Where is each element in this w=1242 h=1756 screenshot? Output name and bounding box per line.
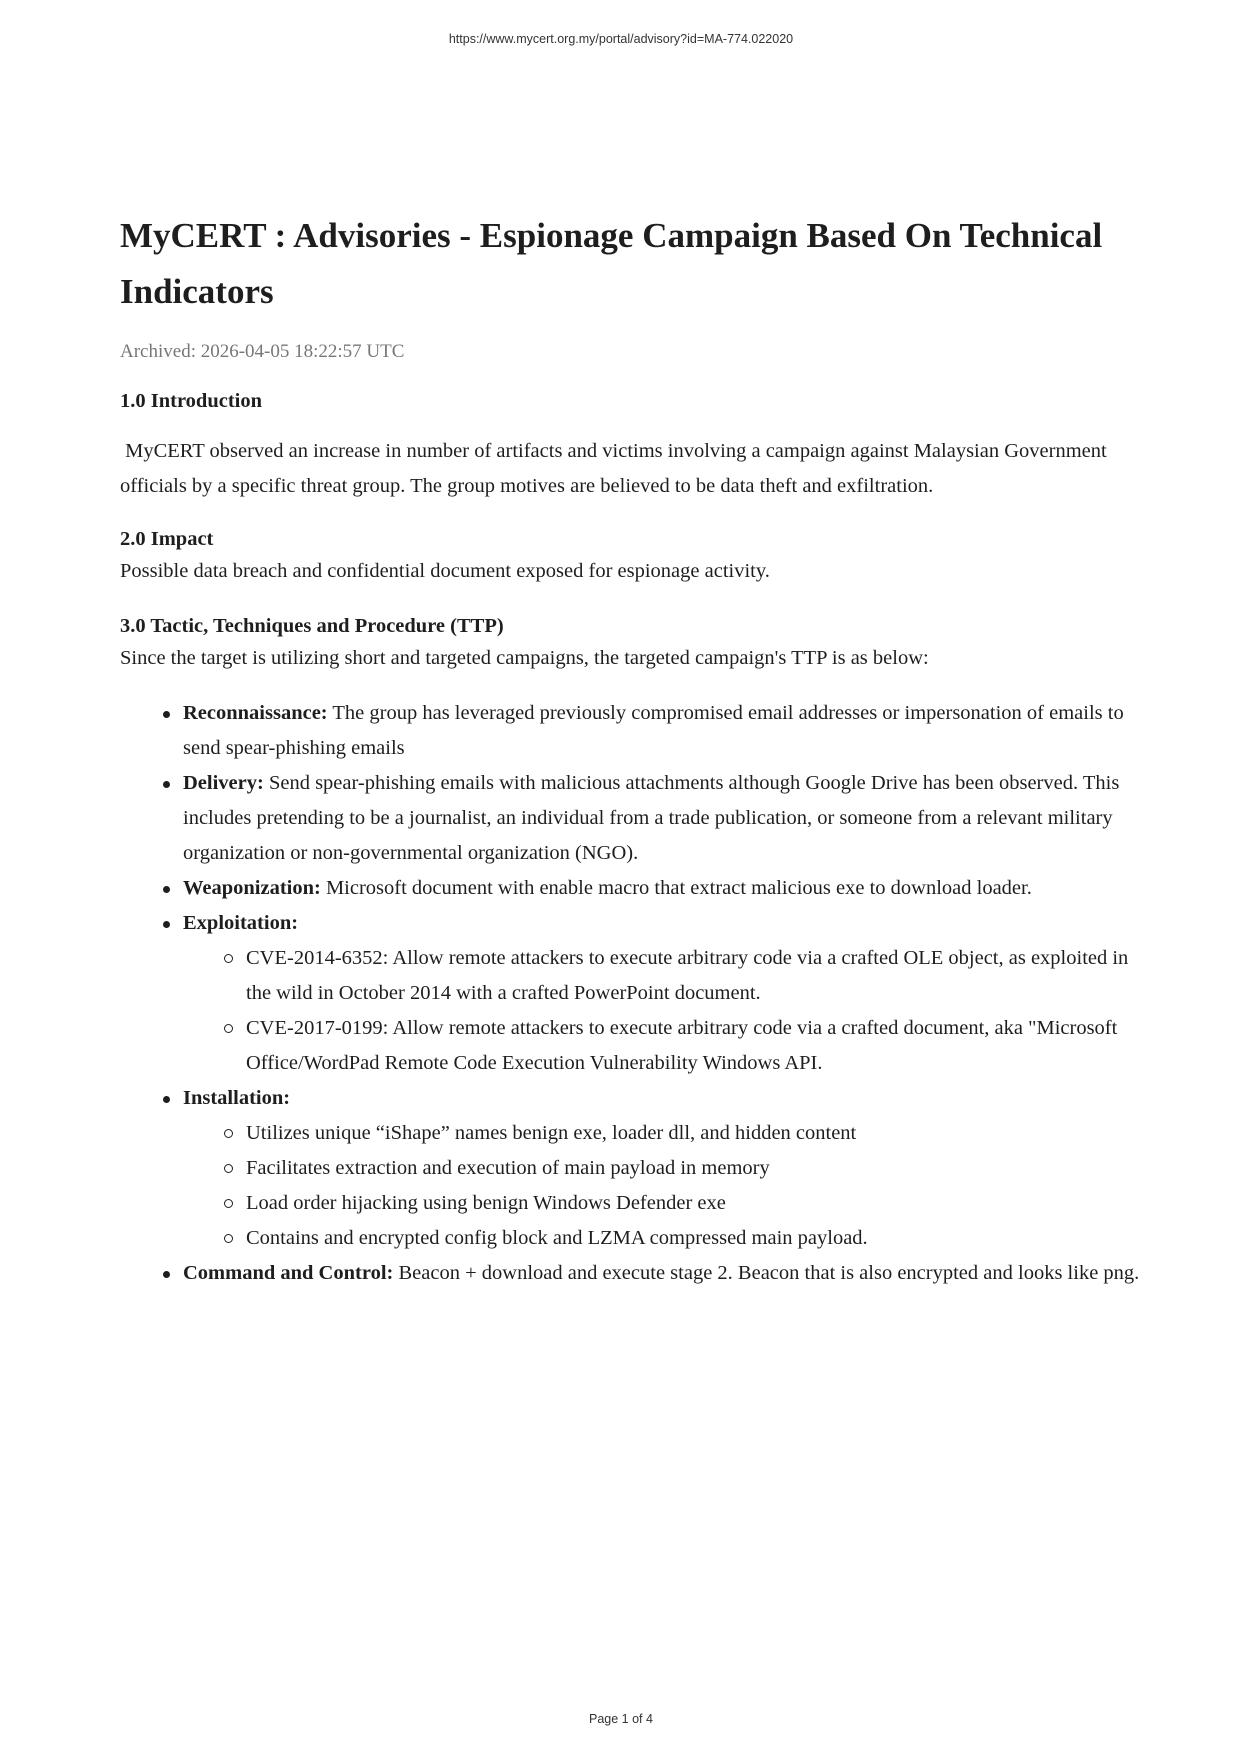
impact-text: Possible data breach and confidential document exposed for espionage activity.: [120, 560, 770, 582]
ttp-list: [120, 696, 1140, 1291]
ttp-item-installation: [183, 1081, 1140, 1256]
page-url: https://www.mycert.org.my/portal/advisory?id=MA-774.022020: [448, 32, 794, 46]
ttp-label: Reconnaissance:: [183, 702, 328, 724]
ttp-label: Weaponization:: [183, 877, 321, 899]
introduction-text: MyCERT observed an increase in number of artifacts and victims involving a campaign against Malaysian Government officials by a specific threat group. The group motives are believed to be data theft and exfiltration.: [120, 440, 1112, 497]
installation-subitem: Contains and encrypted config block and LZMA compressed main payload.: [246, 1221, 1140, 1256]
ttp-item-delivery: [183, 766, 1140, 871]
installation-sublist: [183, 1116, 1140, 1256]
ttp-heading: 3.0 Tactic, Techniques and Procedure (TTP): [120, 615, 504, 637]
page-title: MyCERT : Advisories - Espionage Campaign Based On Technical Indicators: [120, 216, 1103, 311]
exploitation-sublist: [183, 941, 1140, 1081]
ttp-label: Command and Control:: [183, 1262, 394, 1284]
ttp-item-command-and-control: [183, 1256, 1140, 1291]
article: [120, 208, 1140, 1291]
ttp-text: Beacon + download and execute stage 2. Beacon that is also encrypted and looks like png.: [393, 1262, 1140, 1284]
installation-subitem: Facilitates extraction and execution of main payload in memory: [246, 1151, 1140, 1186]
ttp-text: Send spear-phishing emails with malicious attachments although Google Drive has been observed. This includes pretending to be a journalist, an individual from a trade publication, or someone from a relevant military organization or non-governmental organization (NGO).: [183, 772, 1120, 864]
page-number: Page 1 of 4: [589, 1712, 653, 1726]
ttp-label: Installation:: [183, 1087, 291, 1109]
impact-heading: 2.0 Impact: [120, 528, 214, 550]
ttp-label: Delivery:: [183, 772, 264, 794]
introduction-heading: 1.0 Introduction: [120, 390, 263, 412]
ttp-text: Microsoft document with enable macro that extract malicious exe to download loader.: [320, 877, 1032, 899]
archived-timestamp: Archived: 2026-04-05 18:22:57 UTC: [120, 341, 405, 362]
exploitation-subitem: CVE-2017-0199: Allow remote attackers to execute arbitrary code via a crafted document, aka "Microsoft Office/WordPad Remote Code Execution Vulnerability Windows API.: [246, 1011, 1140, 1081]
exploitation-subitem: CVE-2014-6352: Allow remote attackers to execute arbitrary code via a crafted OLE object, as exploited in the wild in October 2014 with a crafted PowerPoint document.: [246, 941, 1140, 1011]
ttp-item-weaponization: [183, 871, 1140, 906]
ttp-intro-text: Since the target is utilizing short and targeted campaigns, the targeted campaign's TTP is as below:: [120, 647, 929, 669]
ttp-item-exploitation: [183, 906, 1140, 1081]
installation-subitem: Load order hijacking using benign Windows Defender exe: [246, 1186, 1140, 1221]
ttp-label: Exploitation:: [183, 912, 299, 934]
installation-subitem: Utilizes unique “iShape” names benign exe, loader dll, and hidden content: [246, 1116, 1140, 1151]
ttp-text: The group has leveraged previously compromised email addresses or impersonation of emails to send spear-phishing emails: [183, 702, 1124, 759]
ttp-item-reconnaissance: [183, 696, 1140, 766]
